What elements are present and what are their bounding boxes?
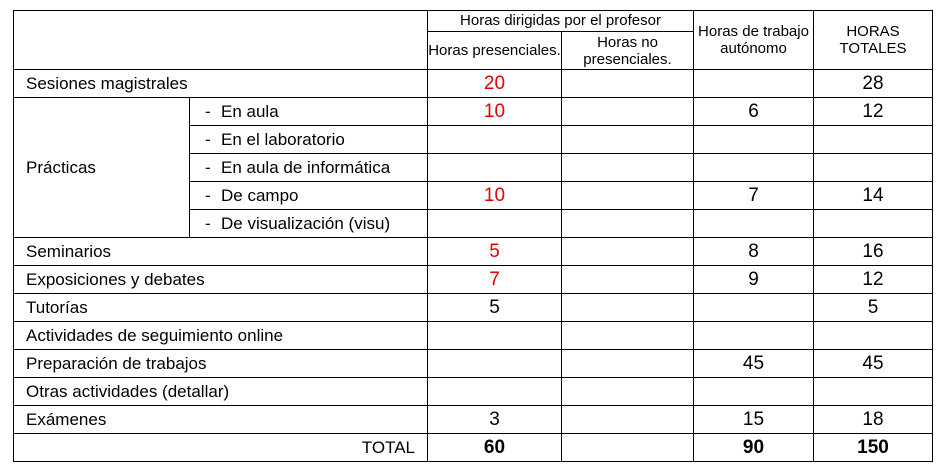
- row-label: Exposiciones y debates: [14, 266, 428, 294]
- row-label: Sesiones magistrales: [14, 70, 428, 98]
- cell-total: 16: [814, 238, 933, 266]
- table-row-seminarios: [14, 238, 933, 266]
- cell-presenciales: [428, 350, 562, 378]
- row-label: Preparación de trabajos: [14, 350, 428, 378]
- cell-total: 12: [814, 98, 933, 126]
- header-presential-hours: Horas presenciales.: [428, 32, 562, 70]
- cell-autonomo: 7: [694, 182, 814, 210]
- table-row-exposiciones: [14, 266, 933, 294]
- table-row-total: [14, 434, 933, 462]
- cell-autonomo: 45: [694, 350, 814, 378]
- cell-no-presenciales: [562, 210, 694, 238]
- cell-total: [814, 378, 933, 406]
- sub-row-label: - De visualización (visu): [190, 210, 428, 238]
- row-label: Exámenes: [14, 406, 428, 434]
- cell-no-presenciales: [562, 378, 694, 406]
- table-row-otras: [14, 378, 933, 406]
- cell-presenciales: [428, 210, 562, 238]
- table-row-online: [14, 322, 933, 350]
- cell-presenciales: 20: [428, 70, 562, 98]
- cell-presenciales: [428, 126, 562, 154]
- cell-presenciales: [428, 322, 562, 350]
- cell-autonomo: [694, 210, 814, 238]
- header-row-1: [14, 11, 933, 32]
- sub-row-label: - De campo: [190, 182, 428, 210]
- total-presenciales: 60: [428, 434, 562, 462]
- cell-no-presenciales: [562, 70, 694, 98]
- table-row-practicas-aula: [14, 98, 933, 126]
- cell-no-presenciales: [562, 98, 694, 126]
- row-label-practicas: Prácticas: [14, 98, 190, 238]
- table-row-trabajos: [14, 350, 933, 378]
- cell-total: 5: [814, 294, 933, 322]
- header-total-hours: HORAS TOTALES: [814, 11, 933, 70]
- cell-autonomo: 6: [694, 98, 814, 126]
- cell-total: 28: [814, 70, 933, 98]
- cell-no-presenciales: [562, 126, 694, 154]
- table-row-sesiones: [14, 70, 933, 98]
- cell-autonomo: [694, 378, 814, 406]
- header-non-presential-hours: Horas no presenciales.: [562, 32, 694, 70]
- cell-total: 12: [814, 266, 933, 294]
- total-no-presenciales: [562, 434, 694, 462]
- row-label: Otras actividades (detallar): [14, 378, 428, 406]
- cell-no-presenciales: [562, 154, 694, 182]
- sub-row-label: - En aula de informática: [190, 154, 428, 182]
- cell-presenciales: [428, 154, 562, 182]
- cell-no-presenciales: [562, 182, 694, 210]
- cell-autonomo: [694, 322, 814, 350]
- cell-no-presenciales: [562, 322, 694, 350]
- cell-presenciales: 10: [428, 182, 562, 210]
- cell-no-presenciales: [562, 238, 694, 266]
- cell-presenciales: 3: [428, 406, 562, 434]
- cell-total: [814, 210, 933, 238]
- header-autonomous-hours: Horas de trabajo autónomo: [694, 11, 814, 70]
- cell-presenciales: 5: [428, 238, 562, 266]
- cell-no-presenciales: [562, 294, 694, 322]
- row-label: Tutorías: [14, 294, 428, 322]
- header-directed-hours: Horas dirigidas por el profesor: [428, 11, 694, 32]
- total-autonomo: 90: [694, 434, 814, 462]
- cell-autonomo: [694, 126, 814, 154]
- hours-table: [13, 10, 933, 462]
- cell-autonomo: 15: [694, 406, 814, 434]
- sub-row-label: - En aula: [190, 98, 428, 126]
- cell-no-presenciales: [562, 266, 694, 294]
- cell-autonomo: [694, 154, 814, 182]
- sub-row-label: - En el laboratorio: [190, 126, 428, 154]
- cell-presenciales: 5: [428, 294, 562, 322]
- cell-presenciales: 10: [428, 98, 562, 126]
- total-label: TOTAL: [14, 434, 428, 462]
- table-row-examenes: [14, 406, 933, 434]
- row-label: Seminarios: [14, 238, 428, 266]
- cell-autonomo: [694, 70, 814, 98]
- cell-total: [814, 126, 933, 154]
- cell-total: 18: [814, 406, 933, 434]
- cell-presenciales: [428, 378, 562, 406]
- table-row-tutorias: [14, 294, 933, 322]
- cell-total: 45: [814, 350, 933, 378]
- total-total: 150: [814, 434, 933, 462]
- cell-no-presenciales: [562, 350, 694, 378]
- cell-total: 14: [814, 182, 933, 210]
- cell-total: [814, 154, 933, 182]
- header-empty-cell: [14, 11, 428, 70]
- row-label: Actividades de seguimiento online: [14, 322, 428, 350]
- cell-no-presenciales: [562, 406, 694, 434]
- cell-total: [814, 322, 933, 350]
- cell-autonomo: 8: [694, 238, 814, 266]
- cell-presenciales: 7: [428, 266, 562, 294]
- cell-autonomo: 9: [694, 266, 814, 294]
- cell-autonomo: [694, 294, 814, 322]
